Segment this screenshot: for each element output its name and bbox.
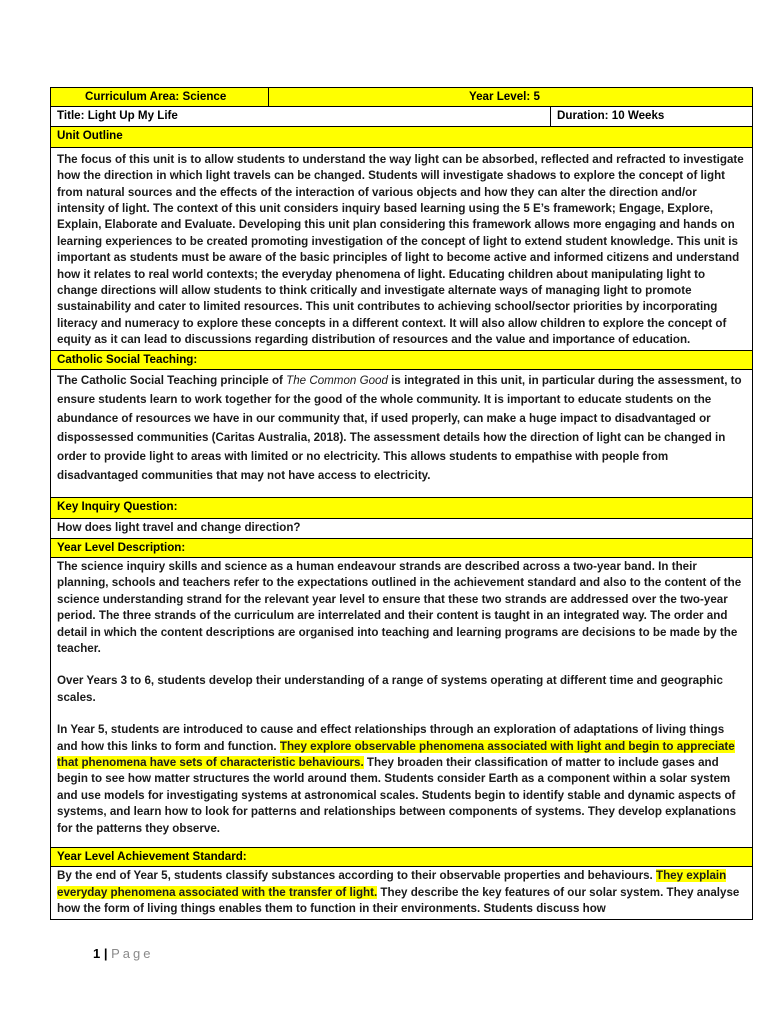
- year-desc-heading: Year Level Description:: [51, 538, 753, 557]
- highlighted-text: They explain everyday phenomena associated with the transfer of light.: [57, 869, 727, 899]
- page-number: 1: [93, 946, 101, 961]
- unit-outline-text: The focus of this unit is to allow students to understand the way light can be absorbed, reflected and refracted to investigate how the direction in which light travels can be changed. Students will investigate shadows to explore the concept of light from natural sources and the effects of the interaction of various objects and how they can alter the direction and/or intensity of light. The context of this unit considers inquiry based learning using the 5 E’s framework; Engage, Explore, Explain, Elaborate and Evaluate. Developing this unit plan considering this framework allows more engaging and hands on learning experiences to be created promoting investigation of the concept of light to extend student knowledge. This unit is important as students must be aware of the basic principles of light to become active and informed citizens and understand how it relates to real world contexts; the everyday phenomena of light. Educating children about manipulating light to change directions will allow students to think critically and investigate alternate ways of managing light to promote sustainability and cater to limited resources. This unit contributes to achieving school/sector priorities by incorporating literacy and numeracy to explore these concepts in a different context. It will also allow children to explore the concept of equity as it can lead to discussions regarding distribution of resources and the value and importance of education.: [57, 152, 744, 347]
- catholic-text: The Catholic Social Teaching principle of The Common Good is integrated in this unit, in particular during the assessment, to ensure students learn to work together for the good of the whole community. It is important to educate students on the abundance of resources we have in our community that, if used properly, can make a huge impact to disadvantaged or dispossessed communities (Caritas Australia, 2018). The assessment details how the direction of light can be changed in order to provide light to areas with limited or no electricity. This allows students to empathise with people from disadvantaged communities that may not have access to electricity.: [57, 374, 742, 483]
- curriculum-area-cell: [51, 88, 269, 107]
- achievement-text: By the end of Year 5, students classify substances according to their observable properties and behaviours. They explain everyday phenomena associated with the transfer of light. They describe the key features of our solar system. They analyse how the form of living things enables them to function in their environments. Students discuss how: [57, 869, 740, 916]
- inquiry-heading: Key Inquiry Question:: [51, 498, 753, 519]
- year-desc-p1: The science inquiry skills and science as a human endeavour strands are described across a two-year band. In their planning, schools and teachers refer to the expectations outlined in the achievement standard and also to the content of the science understanding strand for the relevant year level to ensure that these two strands are addressed over the two-year period. The three strands of the curriculum are interrelated and their content is taught in an integrated way. The order and detail in which the content descriptions are organised into teaching and learning programs are decisions to be made by the teacher.: [57, 559, 742, 655]
- common-good-term: The Common Good: [286, 374, 388, 388]
- achievement-body: [51, 867, 753, 919]
- achievement-heading: Year Level Achievement Standard:: [51, 848, 753, 867]
- unit-outline-body: [51, 147, 753, 350]
- curriculum-area: Curriculum Area: Science: [85, 90, 227, 103]
- page-label: Page: [111, 946, 154, 961]
- document-page: [50, 87, 752, 920]
- inquiry-question: How does light travel and change direction?: [51, 519, 753, 538]
- unit-title: Title: Light Up My Life: [57, 109, 178, 123]
- unit-plan-table: [50, 87, 753, 920]
- page-footer: [93, 946, 154, 961]
- year-desc-body: [51, 557, 753, 847]
- duration: Duration: 10 Weeks: [557, 109, 665, 123]
- year-level: Year Level: 5: [469, 90, 540, 103]
- catholic-heading: Catholic Social Teaching:: [51, 350, 753, 369]
- duration-cell: [551, 107, 753, 126]
- footer-separator: |: [103, 946, 108, 961]
- highlighted-text: They explore observable phenomena associated with light and begin to appreciate that phenomena have sets of characteristic behaviours.: [57, 739, 735, 769]
- unit-outline-heading: Unit Outline: [51, 126, 753, 147]
- catholic-body: [51, 370, 753, 498]
- year-desc-p2: Over Years 3 to 6, students develop their understanding of a range of systems operating at different time and geographic scales.: [57, 674, 723, 704]
- title-cell: [51, 107, 551, 126]
- year-desc-p3: In Year 5, students are introduced to cause and effect relationships through an exploration of adaptations of living things and how this links to form and function. They explore observable phenomena associated with light and begin to appreciate that phenomena have sets of characteristic behaviours. They broaden their classification of matter to include gases and begin to see how matter structures the world around them. Students consider Earth as a component within a solar system and use models for investigating systems at astronomical scales. Students begin to identify stable and dynamic aspects of systems, and learn how to look for patterns and relationships between components of systems. They develop explanations for the patterns they observe.: [57, 723, 737, 835]
- year-level-cell: [269, 88, 753, 107]
